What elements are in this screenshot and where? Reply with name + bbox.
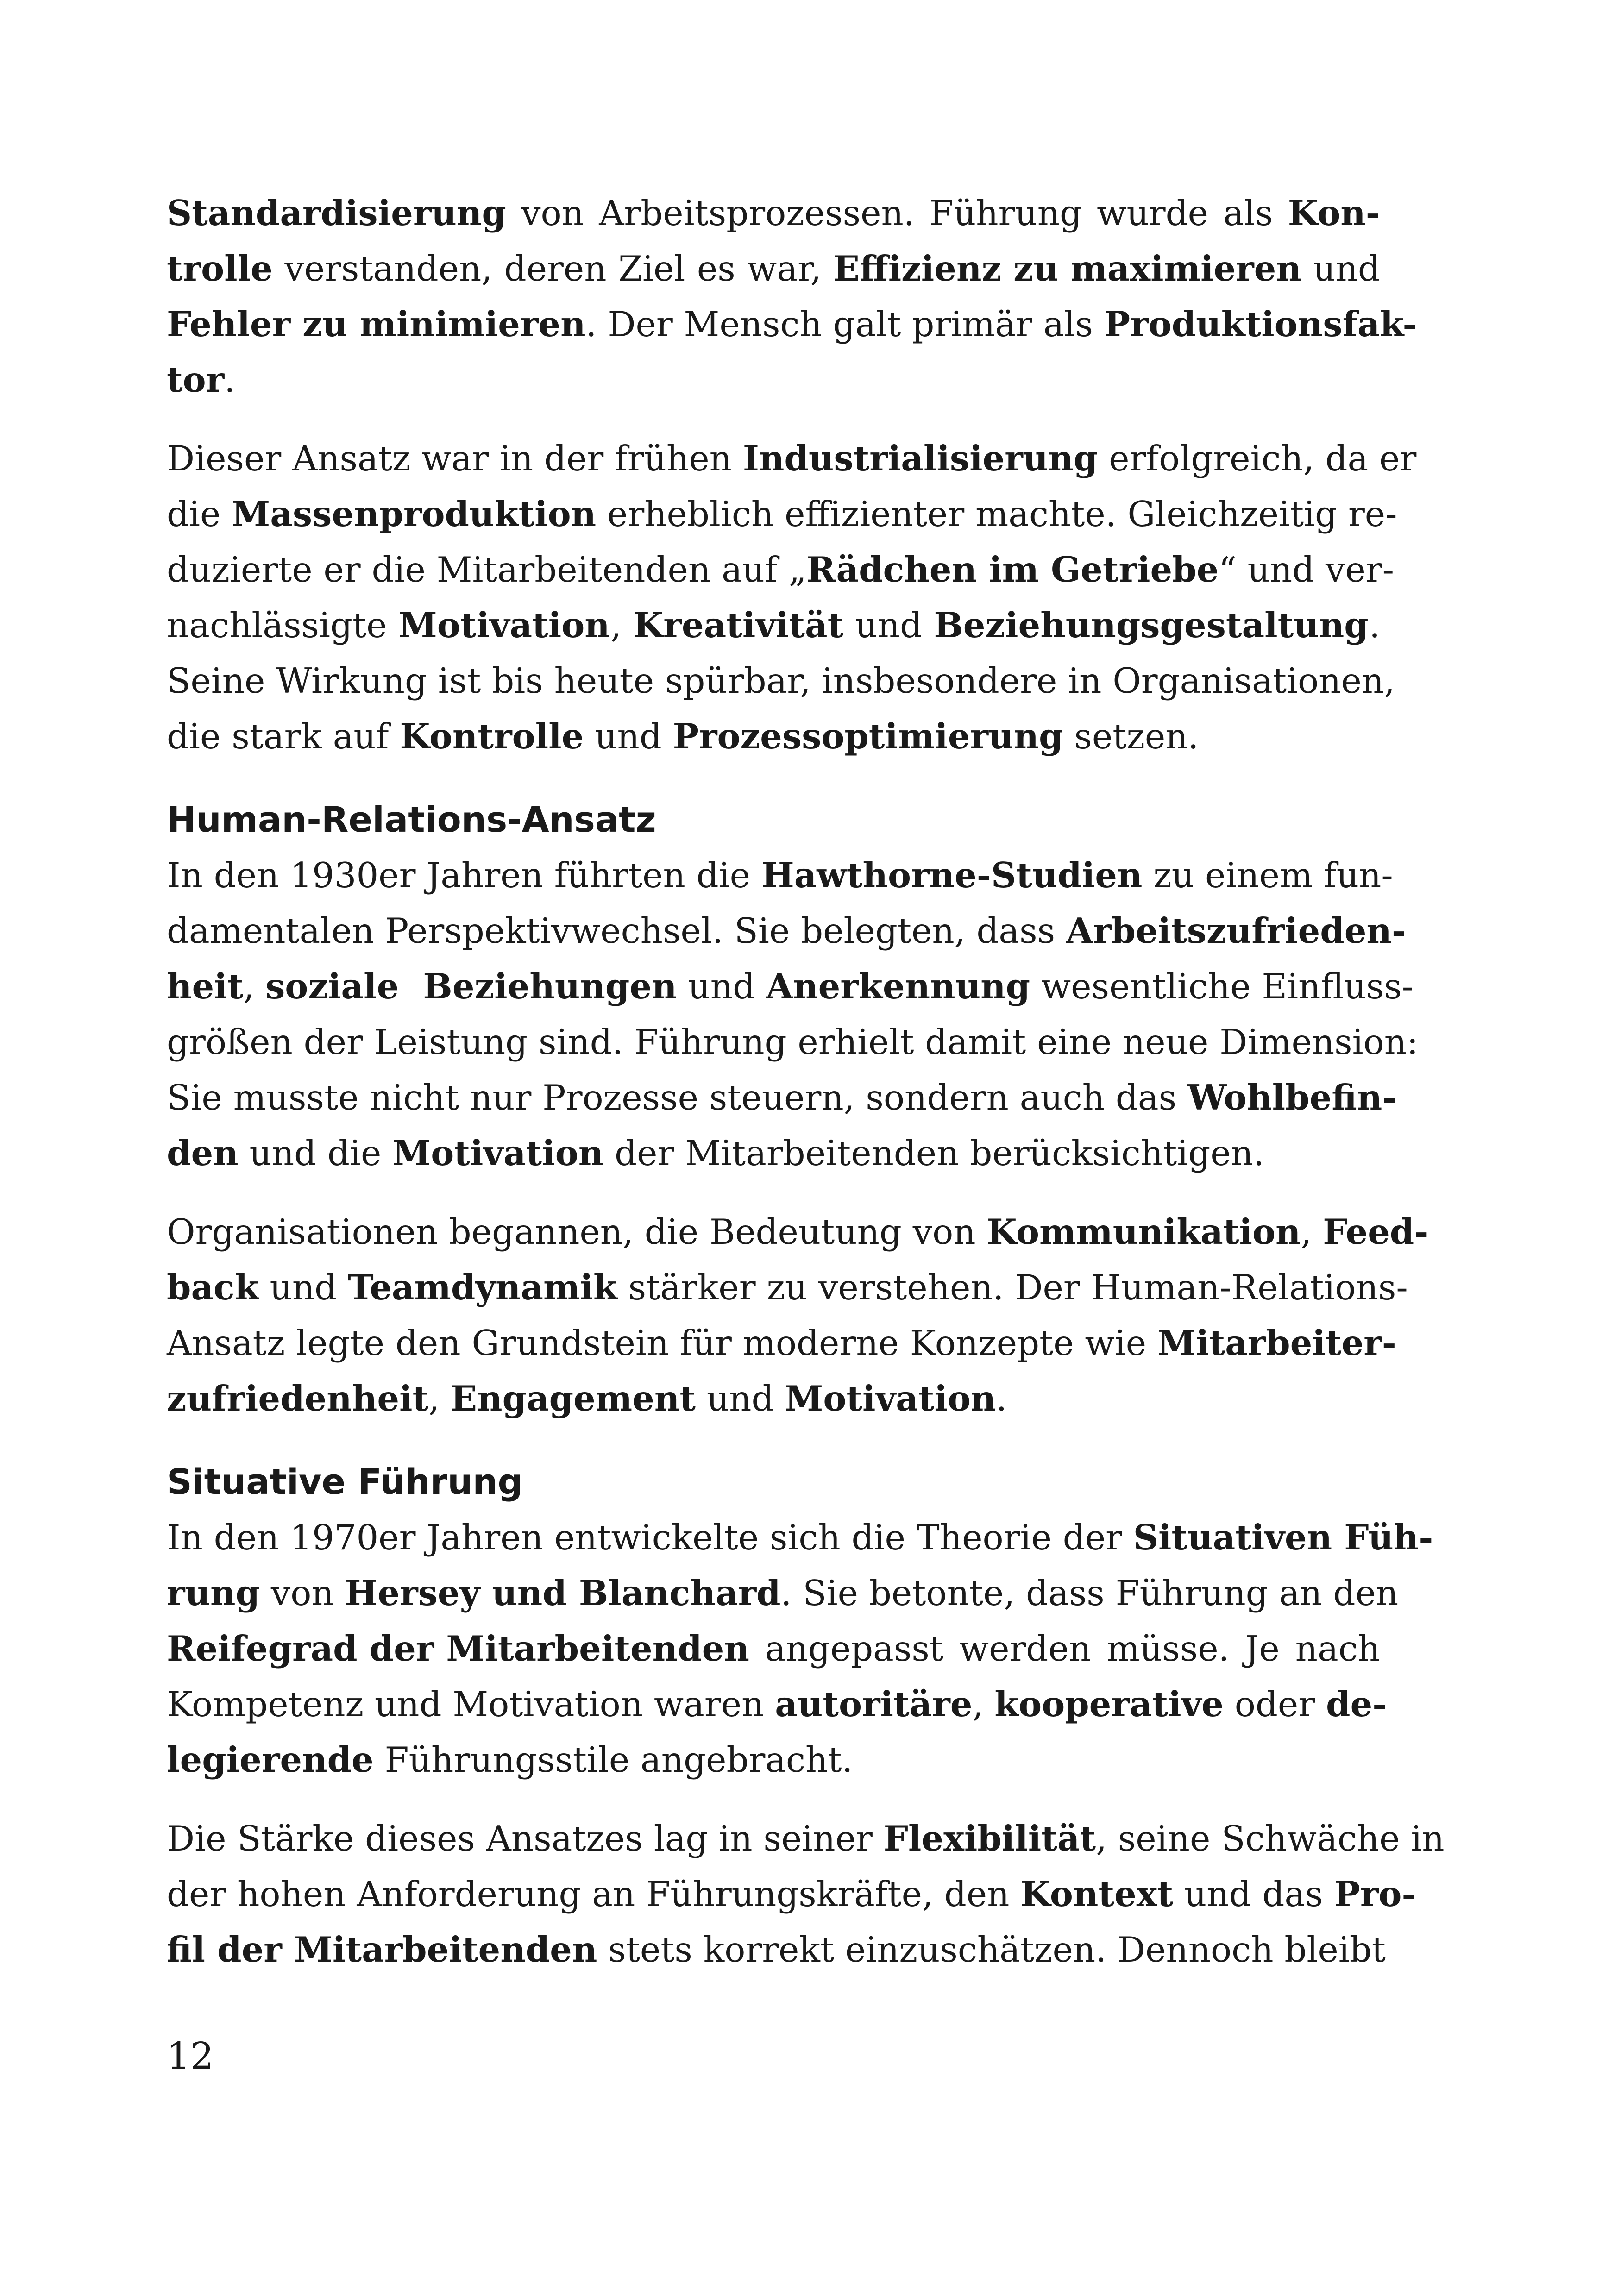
text-run: „ — [788, 549, 807, 590]
text-run: und — [584, 716, 673, 757]
text-run: die stark auf — [167, 716, 400, 757]
text-run: , — [610, 605, 633, 646]
bold-term: Industrialisierung — [742, 438, 1098, 479]
bold-term: de- — [1326, 1684, 1387, 1725]
text-line — [167, 1676, 1387, 1732]
text-run: zu einem fun- — [1142, 855, 1393, 896]
bold-term: heit — [167, 966, 244, 1007]
bold-term: rung — [167, 1573, 260, 1613]
text-line — [167, 709, 1380, 764]
text-run: nach — [1295, 1628, 1380, 1669]
text-run: die — [167, 494, 232, 534]
text-run: wesentliche — [1030, 966, 1262, 1007]
text-run: duzierte — [167, 549, 324, 590]
text-run: auf — [721, 549, 789, 590]
text-line — [167, 1811, 1445, 1866]
text-run: In den 1930er Jahren führten die — [167, 855, 761, 896]
text-run: müsse. — [1106, 1628, 1241, 1669]
text-line — [167, 1866, 1416, 1922]
bold-term: Situativen Füh- — [1133, 1517, 1433, 1558]
bold-term: zufriedenheit — [167, 1378, 429, 1419]
text-line — [167, 542, 1394, 597]
bold-term: tor — [167, 359, 225, 400]
section-heading: Situative Führung — [167, 1461, 523, 1502]
text-run: verstanden, — [273, 248, 503, 289]
text-run: als — [1223, 193, 1284, 233]
text-line — [167, 296, 1417, 352]
text-line — [167, 1204, 1429, 1260]
text-line — [167, 431, 1417, 486]
bold-term: Kontext — [1020, 1874, 1174, 1914]
text-run: erheblich — [596, 494, 785, 534]
text-line — [167, 1014, 1419, 1070]
bold-term: Mitarbeiter- — [1157, 1323, 1396, 1363]
text-run: Motivation — [452, 1684, 654, 1725]
bold-term: Produktionsfak- — [1104, 304, 1417, 345]
text-line — [167, 1125, 1380, 1181]
text-run: damentalen Perspektivwechsel. Sie belegten, dass — [167, 910, 1066, 951]
text-line — [167, 486, 1397, 542]
text-line — [167, 1565, 1399, 1621]
bold-term: Arbeitszufrieden- — [1066, 910, 1407, 951]
text-run: korrekt — [703, 1929, 845, 1970]
text-line — [167, 1371, 1380, 1426]
text-run: Führungsstile angebracht. — [373, 1739, 853, 1780]
bold-term: Rädchen im Getriebe — [806, 549, 1219, 590]
text-run: von — [510, 193, 595, 233]
text-run: und — [258, 1267, 348, 1308]
text-run: die — [371, 549, 437, 590]
paragraph — [167, 431, 1417, 764]
bold-term: Motivation — [392, 1133, 604, 1173]
text-line — [167, 1315, 1396, 1371]
text-line — [167, 185, 1380, 241]
text-run: und die — [238, 1133, 393, 1173]
text-run: es — [697, 248, 747, 289]
paragraph — [167, 185, 1417, 408]
text-run: Die Stärke dieses Ansatzes lag in seiner — [167, 1818, 884, 1859]
bold-term: kooperative — [994, 1684, 1224, 1725]
text-run: . — [224, 359, 236, 400]
text-run: , — [428, 1378, 451, 1419]
text-run: . — [1369, 605, 1380, 646]
text-line — [167, 959, 1414, 1014]
text-run: er — [323, 549, 372, 590]
text-run: von — [260, 1573, 345, 1613]
bold-term: Flexibilität — [883, 1818, 1096, 1859]
paragraph — [167, 1811, 1445, 1977]
text-run: größen der Leistung sind. Führung erhielt damit eine neue Dimension: — [167, 1022, 1419, 1062]
text-run: “ und — [1219, 549, 1326, 590]
bold-term: Engagement — [450, 1378, 696, 1419]
text-line — [167, 352, 1380, 408]
text-run: Arbeitsprozessen. — [599, 193, 915, 233]
text-run: Einfluss- — [1262, 966, 1414, 1007]
paragraph — [167, 1510, 1433, 1788]
text-line — [167, 903, 1407, 959]
bold-term: Pro- — [1334, 1874, 1416, 1914]
text-run: Führung — [918, 193, 1093, 233]
bold-term: Hersey und Blanchard — [345, 1573, 781, 1613]
text-run: und — [677, 966, 766, 1007]
bold-term: Standardisierung — [167, 193, 506, 233]
text-line — [167, 1510, 1433, 1565]
bold-term: den — [167, 1133, 239, 1173]
bold-term: back — [167, 1267, 259, 1308]
spacer — [167, 408, 1380, 431]
bold-term: Hawthorne-Studien — [761, 855, 1143, 896]
page-number: 12 — [167, 2034, 214, 2077]
bold-term: Kon- — [1288, 193, 1380, 233]
text-run: , — [243, 966, 266, 1007]
text-run: , — [972, 1684, 995, 1725]
text-run: stärker zu verstehen. Der Human-Relations- — [617, 1267, 1408, 1308]
text-run: und das — [1173, 1874, 1334, 1914]
text-run: Mitarbeitenden — [436, 549, 722, 590]
bold-term: Massenproduktion — [232, 494, 597, 534]
text-run: setzen. — [1063, 716, 1199, 757]
text-run: re- — [1348, 494, 1397, 534]
text-line — [167, 1621, 1380, 1676]
text-run: stets — [597, 1929, 704, 1970]
text-run: einzuschätzen. — [845, 1929, 1118, 1970]
text-run: angepasst — [754, 1628, 955, 1669]
text-line — [167, 653, 1395, 709]
text-run: machte. — [975, 494, 1128, 534]
bold-term: Anerkennung — [766, 966, 1030, 1007]
bold-term: Wohlbefin- — [1187, 1077, 1397, 1118]
bold-term: Beziehungsgestaltung — [934, 605, 1369, 646]
text-line — [167, 847, 1393, 903]
bold-term: autoritäre — [775, 1684, 973, 1725]
text-run: Organisationen begannen, die Bedeutung von — [167, 1211, 987, 1252]
bold-term: Motivation — [785, 1378, 996, 1419]
paragraph — [167, 847, 1419, 1181]
bold-term: Prozessoptimierung — [672, 716, 1063, 757]
page-body — [167, 185, 1445, 1977]
text-line — [167, 1732, 1380, 1788]
text-run: Ansatz legte den Grundstein für moderne Konzepte wie — [167, 1323, 1157, 1363]
text-run: erfolgreich, da er — [1098, 438, 1417, 479]
text-run: . — [996, 1378, 1007, 1419]
text-run: Seine Wirkung ist bis heute spürbar, insbesondere in Organisationen, — [167, 660, 1395, 701]
text-run: Dieser Ansatz war in der frühen — [167, 438, 743, 479]
bold-term: Kreativität — [633, 605, 844, 646]
spacer — [167, 1788, 1380, 1811]
text-run: und — [844, 605, 933, 646]
spacer — [167, 1426, 1380, 1454]
text-line — [167, 597, 1380, 653]
section-heading: Human-Relations-Ansatz — [167, 799, 656, 840]
text-run: werden — [959, 1628, 1102, 1669]
bold-term: Fehler zu minimieren — [167, 304, 586, 345]
text-run: In den 1970er Jahren entwickelte sich die Theorie der — [167, 1517, 1133, 1558]
text-run: ver- — [1326, 549, 1394, 590]
bold-term: Motivation — [398, 605, 610, 646]
text-run: . Der — [585, 304, 684, 345]
text-run: der hohen Anforderung an Führungskräfte, den — [167, 1874, 1021, 1914]
text-run: , — [1301, 1211, 1323, 1252]
text-run: effizienter — [785, 494, 976, 534]
text-run: und — [1302, 248, 1380, 289]
text-run: galt — [833, 304, 912, 345]
text-run: nachlässigte — [167, 605, 398, 646]
text-line — [167, 1070, 1397, 1125]
text-run: als — [1043, 304, 1104, 345]
text-run: und — [696, 1378, 785, 1419]
intro-text — [167, 185, 1417, 764]
text-run: Mensch — [684, 304, 833, 345]
bold-term: Kontrolle — [400, 716, 584, 757]
text-run: primär — [912, 304, 1043, 345]
text-run: waren — [653, 1684, 775, 1725]
text-run: war, — [747, 248, 833, 289]
bold-term: Effizienz zu maximieren — [833, 248, 1301, 289]
text-line — [167, 241, 1380, 296]
text-run: und — [374, 1684, 453, 1725]
bold-term: Reifegrad der Mitarbeitenden — [167, 1628, 749, 1669]
text-run: Ziel — [618, 248, 697, 289]
text-run: oder — [1223, 1684, 1326, 1725]
text-run: der Mitarbeitenden berücksichtigen. — [603, 1133, 1264, 1173]
text-run: Je — [1245, 1628, 1291, 1669]
text-run: wurde — [1097, 193, 1219, 233]
bold-term: soziale Beziehungen — [265, 966, 677, 1007]
text-run: bleibt — [1284, 1929, 1386, 1970]
bold-term: fil der Mitarbeitenden — [167, 1929, 597, 1970]
bold-term: Kommunikation — [986, 1211, 1301, 1252]
text-run: Dennoch — [1117, 1929, 1285, 1970]
text-line — [167, 1260, 1408, 1315]
spacer — [167, 1181, 1380, 1204]
text-run: Kompetenz — [167, 1684, 375, 1725]
paragraph — [167, 1204, 1429, 1426]
sections — [167, 764, 1445, 1977]
text-run: deren — [504, 248, 618, 289]
bold-term: legierende — [167, 1739, 374, 1780]
text-run: . Sie betonte, dass Führung an den — [780, 1573, 1399, 1613]
text-run: Sie musste nicht nur Prozesse steuern, sondern auch das — [167, 1077, 1187, 1118]
text-run: , seine Schwäche in — [1096, 1818, 1445, 1859]
spacer — [167, 764, 1380, 792]
bold-term: Teamdynamik — [347, 1267, 617, 1308]
bold-term: Feed- — [1323, 1211, 1429, 1252]
text-run: Gleichzeitig — [1127, 494, 1348, 534]
text-line — [167, 1922, 1386, 1977]
bold-term: trolle — [167, 248, 273, 289]
